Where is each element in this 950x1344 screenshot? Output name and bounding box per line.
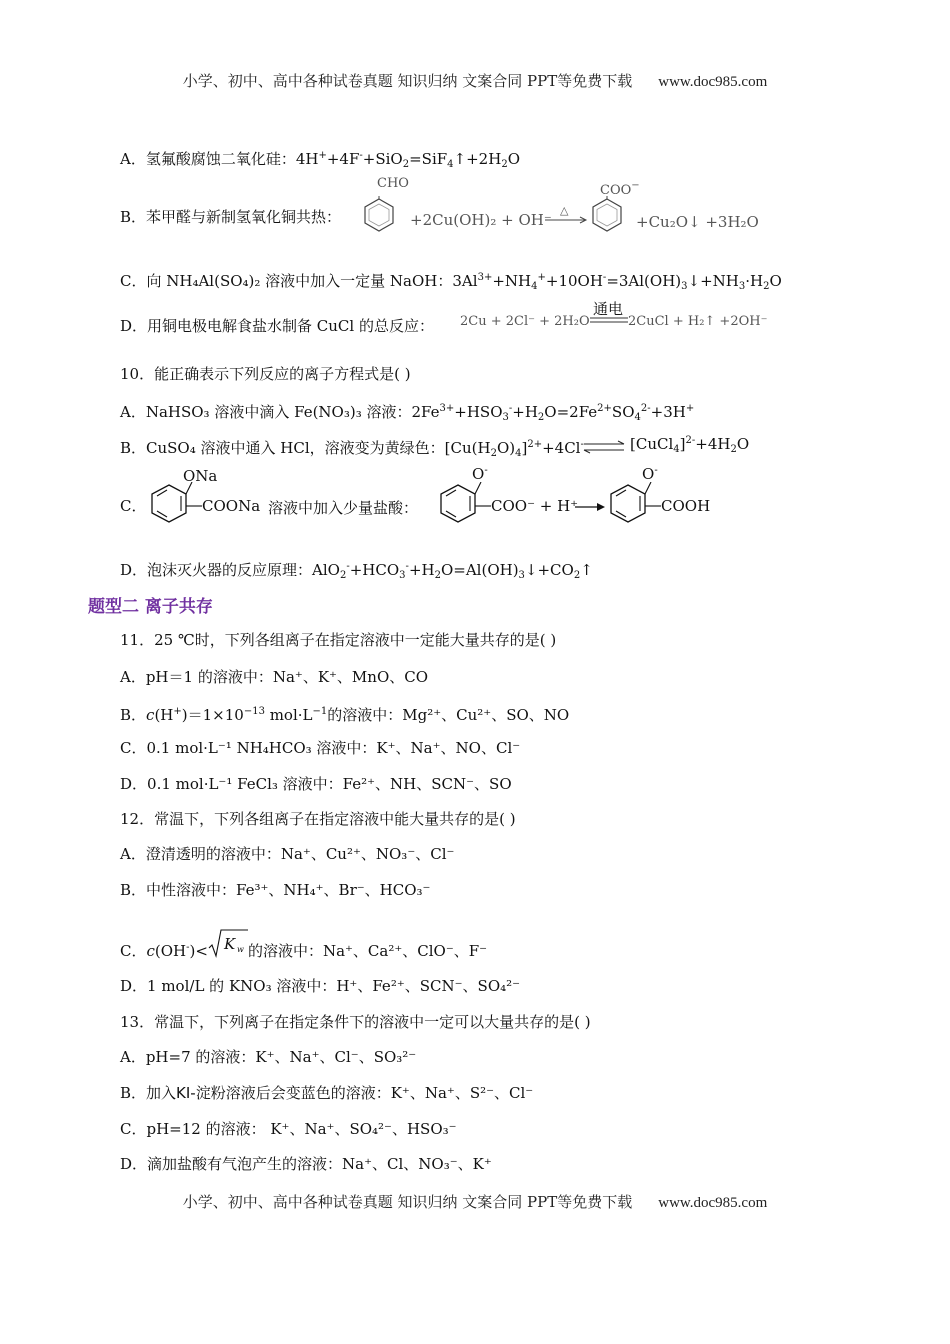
reaction-arrow-icon bbox=[575, 500, 605, 514]
q10-c-o1: O- bbox=[472, 465, 488, 483]
q9-b-heat: △ bbox=[560, 204, 569, 217]
q11-option-c: C．0.1 mol·L⁻¹ NH₄HCO₃ 溶液中：K⁺、Na⁺、NO、Cl⁻ bbox=[120, 739, 521, 757]
q11-stem: 11．25 ℃时，下列各组离子在指定溶液中一定能大量共存的是( ) bbox=[120, 631, 557, 649]
q13-stem: 13．常温下，下列离子在指定条件下的溶液中一定可以大量共存的是( ) bbox=[120, 1013, 591, 1031]
q10-c-text: 溶液中加入少量盐酸： bbox=[268, 499, 419, 517]
q9-option-b-label: B．苯甲醛与新制氢氧化铜共热： bbox=[120, 208, 342, 226]
section-title: 题型二 离子共存 bbox=[88, 597, 213, 617]
q12-option-c: C．c(OH-)< K w 的溶液中：Na⁺、Ca²⁺、ClO⁻、F⁻ bbox=[120, 928, 487, 961]
q9-b-products: +Cu₂O↓ +3H₂O bbox=[636, 213, 759, 231]
q9-a-equation: $4H^++4F^-+SiO_2=SiF_4↑+2H_2O$ bbox=[295, 150, 520, 170]
q13-b-tail: 淀粉溶液后会变蓝色的溶液：K⁺、Na⁺、S²⁻、Cl⁻ bbox=[195, 1084, 534, 1102]
q12-option-b: B．中性溶液中：Fe³⁺、NH₄⁺、Br⁻、HCO₃⁻ bbox=[120, 881, 431, 899]
q11-b-tail: 的溶液中：Mg²⁺、Cu²⁺、SO、NO bbox=[327, 706, 570, 724]
q10-c-ona: ONa bbox=[183, 467, 218, 485]
q9-option-a bbox=[120, 146, 520, 175]
footer-text: 小学、初中、高中各种试卷真题 知识归纳 文案合同 PPT等免费下载 bbox=[182, 1193, 633, 1211]
q10-option-b bbox=[120, 435, 584, 464]
q10-option-a bbox=[120, 399, 694, 428]
q10-stem: 10．能正确表示下列反应的离子方程式是( ) bbox=[120, 365, 411, 383]
page-header bbox=[0, 70, 950, 91]
q10-c-label: C． bbox=[120, 497, 147, 515]
q12-option-a: A．澄清透明的溶液中：Na⁺、Cu²⁺、NO₃⁻、Cl⁻ bbox=[120, 845, 455, 863]
benzene-ring-icon bbox=[437, 482, 491, 526]
q10-a-label: A．NaHSO₃ 溶液中滴入 Fe(NO₃)₃ 溶液： bbox=[120, 403, 412, 421]
q9-a-label: A．氢氟酸腐蚀二氧化硅： bbox=[120, 150, 296, 168]
q10-c-coona: COONa bbox=[202, 497, 261, 515]
svg-text:K: K bbox=[223, 935, 236, 953]
svg-text:w: w bbox=[236, 945, 244, 954]
q11-option-a: A．pH＝1 的溶液中：Na⁺、K⁺、MnO、CO bbox=[120, 668, 429, 686]
benzene-ring-icon bbox=[362, 196, 396, 234]
header-text: 小学、初中、高中各种试卷真题 知识归纳 文案合同 PPT等免费下载 bbox=[182, 72, 633, 90]
q9-d-left: 2Cu + 2Cl⁻ + 2H₂O bbox=[460, 314, 590, 329]
q9-b-reagents: +2Cu(OH)₂ + OH⁻ bbox=[410, 211, 552, 229]
q10-c-coo-h: COO⁻ + H⁺ bbox=[491, 497, 579, 515]
q12-c-tail: 的溶液中：Na⁺、Ca²⁺、ClO⁻、F⁻ bbox=[247, 942, 488, 960]
q12-stem: 12．常温下，下列各组离子在指定溶液中能大量共存的是( ) bbox=[120, 810, 516, 828]
q13-option-a: A．pH=7 的溶液：K⁺、Na⁺、Cl⁻、SO₃²⁻ bbox=[120, 1048, 417, 1066]
q10-c-o2: O- bbox=[642, 465, 658, 483]
equilibrium-arrow-icon bbox=[582, 440, 626, 454]
q10-d-equation: $AlO_2^-+HCO_3^-+H_2O=Al(OH)_3↓+CO_2↑$ bbox=[312, 561, 593, 581]
q13-b-pre: B．加入 bbox=[120, 1084, 177, 1102]
page-footer bbox=[0, 1191, 950, 1212]
q13-option-b bbox=[120, 1083, 533, 1103]
benzene-ring-icon bbox=[590, 196, 624, 234]
q9-option-c bbox=[120, 268, 782, 297]
q11-option-b: B．$c(H^+)=1\times 10^{-13}$ $mol\cdot L^{-1}$的溶液中：Mg²⁺、Cu²⁺、SO、NO bbox=[120, 706, 570, 724]
header-url[interactable]: www.doc985.com bbox=[658, 74, 768, 90]
q10-option-d bbox=[120, 557, 593, 586]
q9-b-cho: CHO bbox=[377, 176, 409, 191]
q13-b-ki: KI- bbox=[176, 1084, 196, 1102]
q10-d-label: D．泡沫灭火器的反应原理： bbox=[120, 561, 313, 579]
q13-option-c: C．pH=12 的溶液： K⁺、Na⁺、SO₄²⁻、HSO₃⁻ bbox=[120, 1120, 457, 1138]
footer-url[interactable]: www.doc985.com bbox=[658, 1195, 768, 1211]
q9-d-condition: 通电 bbox=[593, 300, 624, 318]
q10-b-right: $[CuCl_4]^{2-}+4H_2O$ bbox=[630, 435, 750, 455]
equals-sign-icon bbox=[590, 316, 630, 324]
benzene-ring-icon bbox=[148, 482, 202, 526]
q9-b-coo: COO− bbox=[600, 180, 640, 198]
q10-b-left: $[Cu(H_2O)_4]^{2+}+4Cl^-$ bbox=[444, 439, 584, 459]
q11-option-d: D．0.1 mol·L⁻¹ FeCl₃ 溶液中：Fe²⁺、NH、SCN⁻、SO bbox=[120, 775, 512, 793]
q10-b-label: B．CuSO₄ 溶液中通入 HCl，溶液变为黄绿色： bbox=[120, 439, 445, 457]
q9-option-d-label: D．用铜电极电解食盐水制备 CuCl 的总反应： bbox=[120, 317, 434, 335]
q13-option-d: D．滴加盐酸有气泡产生的溶液：Na⁺、Cl、NO₃⁻、K⁺ bbox=[120, 1155, 492, 1173]
sqrt-kw-icon bbox=[208, 928, 248, 960]
q10-a-equation: $2Fe^{3+}+HSO_3^-+H_2O=2Fe^{2+}SO_4^{2-}+3H^+$ bbox=[411, 403, 695, 423]
q12-option-d: D．1 mol/L 的 KNO₃ 溶液中：H⁺、Fe²⁺、SCN⁻、SO₄²⁻ bbox=[120, 977, 521, 995]
q9-c-label: C．向 NH₄Al(SO₄)₂ 溶液中加入一定量 NaOH： bbox=[120, 272, 453, 290]
q9-d-right: 2CuCl + H₂↑ +2OH⁻ bbox=[628, 314, 768, 329]
q9-c-equation: $3Al^{3+}+NH_4^++10OH^-=3Al(OH)_3↓+NH_3\cdot H_2O$ bbox=[452, 272, 782, 292]
q10-c-cooh: COOH bbox=[661, 497, 711, 515]
benzene-ring-icon bbox=[607, 482, 661, 526]
